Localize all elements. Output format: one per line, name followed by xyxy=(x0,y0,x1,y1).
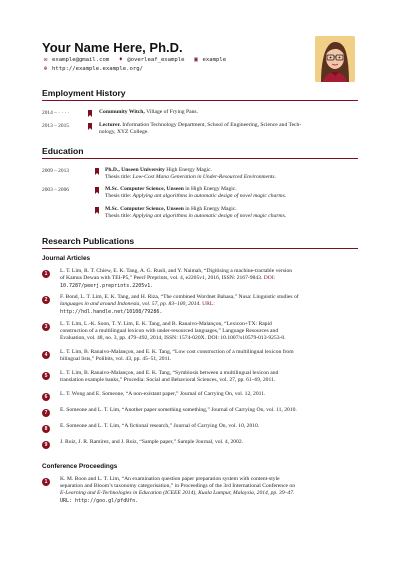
entry-line: languages in and around Indonesia, vol. 57, pp. 83–100, 2014. URL: xyxy=(60,301,215,307)
doi-link[interactable]: 10.7287/peerj.preprints.2205v1. xyxy=(60,283,154,289)
subsection-conference-title: Conference Proceedings xyxy=(42,463,118,470)
section-rule xyxy=(42,158,358,159)
entry-line: Evaluation, vol. 48, no. 3, pp. 479–492, 2014, ISSN: 1574-020X. DOI: 10.1007/s10579-013-9253-0. xyxy=(60,335,286,341)
entry-number-badge: 8 xyxy=(42,425,50,433)
entry-text: M.Sc. Computer Science, Unseen in High Energy Magic. xyxy=(105,206,237,212)
avatar xyxy=(315,36,355,82)
entry-line: E. Someone and L. T. Lim, “A fictional research,” Journal of Carrying On, vol. 10, 2010. xyxy=(60,423,260,429)
entry-line: K. M. Boon and L. T. Lim, “An examination question paper preparation system with content-style xyxy=(60,476,280,482)
entry-number-badge: 1 xyxy=(42,478,50,486)
website-link[interactable]: http://example.example.org/ xyxy=(52,66,143,72)
entry-line: L. T. Lim, B. Ranaivo-Malançon, and E. K. Tang, “Symbiosis between a multilingual lexicon and xyxy=(60,370,279,376)
linkedin-link[interactable]: example xyxy=(202,57,227,63)
section-employment-title: Employment History xyxy=(42,88,126,98)
twitter-link[interactable]: @overleaf_example xyxy=(127,57,185,63)
entry-line: J. Ruiz, J. R. Ramírez, and J. Ruiz, “Sample paper,” Sample Journal, vol. 4, 2002. xyxy=(60,439,244,445)
section-rule xyxy=(42,100,358,101)
entry-text: Community Witch, Village of Frying Pans. xyxy=(99,109,198,115)
entry-number-badge: 3 xyxy=(42,323,50,331)
bookmark-icon xyxy=(95,207,99,212)
section-rule xyxy=(42,248,358,249)
entry-date: 2014 – · · · · xyxy=(42,110,70,116)
entry-number-badge: 1 xyxy=(42,270,50,278)
entry-text: Ph.D., Unseen University High Energy Magic. xyxy=(105,167,212,173)
bookmark-icon xyxy=(95,187,99,192)
bookmark-icon xyxy=(88,123,92,128)
entry-date: 2013 – 2015 xyxy=(42,123,69,129)
entry-number-badge: 7 xyxy=(42,409,50,417)
globe-icon: ⊕ xyxy=(43,65,48,72)
email-icon: ✉ xyxy=(43,56,48,63)
entry-number-badge: 5 xyxy=(42,372,50,380)
entry-line: L. T. Lim, R. T. Chiew, E. K. Tang, A. G. Rusli, and Y. Naimah, “Digitising a machine-tractable version xyxy=(60,268,293,274)
entry-text: M.Sc. Computer Science, Unseen in High Energy Magic. xyxy=(105,186,237,192)
entry-line: of Kamus Dewan with TEI-P5,” PeerJ Preprints, vol. 4, e2205v1, 2016, ISSN: 2167-9843. DOI: xyxy=(60,275,276,281)
entry-thesis: Thesis title: Applying ant algorithms in automatic design of novel magic charms. xyxy=(105,213,287,219)
section-publications-title: Research Publications xyxy=(42,236,135,246)
entry-number-badge: 4 xyxy=(42,351,50,359)
entry-line: L. T. Lim, B. Ranaivo-Malançon, and E. K. Tang, “Low cost construction of a multilingual lexicon from xyxy=(60,349,294,355)
entry-date: 2009 – 2013 xyxy=(42,168,69,174)
contact-row-2 xyxy=(42,66,143,72)
entry-line: L. T. Wong and E. Someone, “A non-existant paper,” Journal of Carrying On, vol. 12, 2011. xyxy=(60,391,266,397)
url-link[interactable]: http://hdl.handle.net/10108/79286. xyxy=(60,309,163,315)
entry-line: E. Someone and L. T. Lim, “Another paper something something,” Journal of Carrying On, vol. 11, 2010. xyxy=(60,407,297,413)
avatar-illustration xyxy=(315,36,355,82)
entry-text: Lecturer. Information Technology Department, School of Engineering, Science and Tech- xyxy=(99,122,302,128)
entry-thesis: Thesis title: Low-Cost Mana Generation in Under-Resourced Environments. xyxy=(105,174,276,180)
entry-line: F. Bond, L. T. Lim, E. K. Tang, and H. Riza, “The combined Wordnet Bahasa,” Nusa: Linguistic studies of xyxy=(60,294,299,300)
entry-line: separation and Bloom’s taxonomy categorisation,” in Proceedings of the 3rd International Conference on xyxy=(60,483,296,489)
person-name: Your Name Here, Ph.D. xyxy=(42,40,183,55)
entry-line: construction of a multilingual lexicon with under-resourced languages,” Language Resources and xyxy=(60,328,279,334)
subsection-journal-title: Journal Articles xyxy=(42,255,91,262)
entry-line: translation example banks,” Procedia: Social and Behavioral Sciences, vol. 27, pp. 61–69, 2011. xyxy=(60,377,276,383)
linkedin-icon: ▣ xyxy=(194,56,198,63)
twitter-icon: ♦ xyxy=(118,56,123,63)
entry-line: L. T. Lim, L.-K. Soon, T. Y. Lim, E. K. Tang, and B. Ranaivo-Malançon, “Lexicon+TX: Rapid xyxy=(60,321,272,327)
bookmark-icon xyxy=(95,168,99,173)
entry-number-badge: 2 xyxy=(42,296,50,304)
entry-line: E-Learning and E-Technologies in Education (ICEEE 2014), Kuala Lumpur, Malaysia, 2014, pp. 39–47. xyxy=(60,490,295,496)
url-link[interactable]: URL: http://goo.gl/pfdUfn. xyxy=(60,498,139,504)
entry-text-cont: nology, XYZ College. xyxy=(99,129,149,135)
entry-date: 2003 – 2006 xyxy=(42,187,69,193)
contact-row-1 xyxy=(42,57,226,63)
section-education-title: Education xyxy=(42,146,84,156)
email-link[interactable]: example@gmail.com xyxy=(52,57,110,63)
bookmark-icon xyxy=(88,110,92,115)
entry-thesis: Thesis title: Applying ant algorithms in automatic design of novel magic charms. xyxy=(105,193,287,199)
entry-line: bilingual lists,” Polibits, vol. 43, pp. 45–51, 2011. xyxy=(60,356,172,362)
entry-number-badge: 6 xyxy=(42,393,50,401)
entry-number-badge: 9 xyxy=(42,441,50,449)
